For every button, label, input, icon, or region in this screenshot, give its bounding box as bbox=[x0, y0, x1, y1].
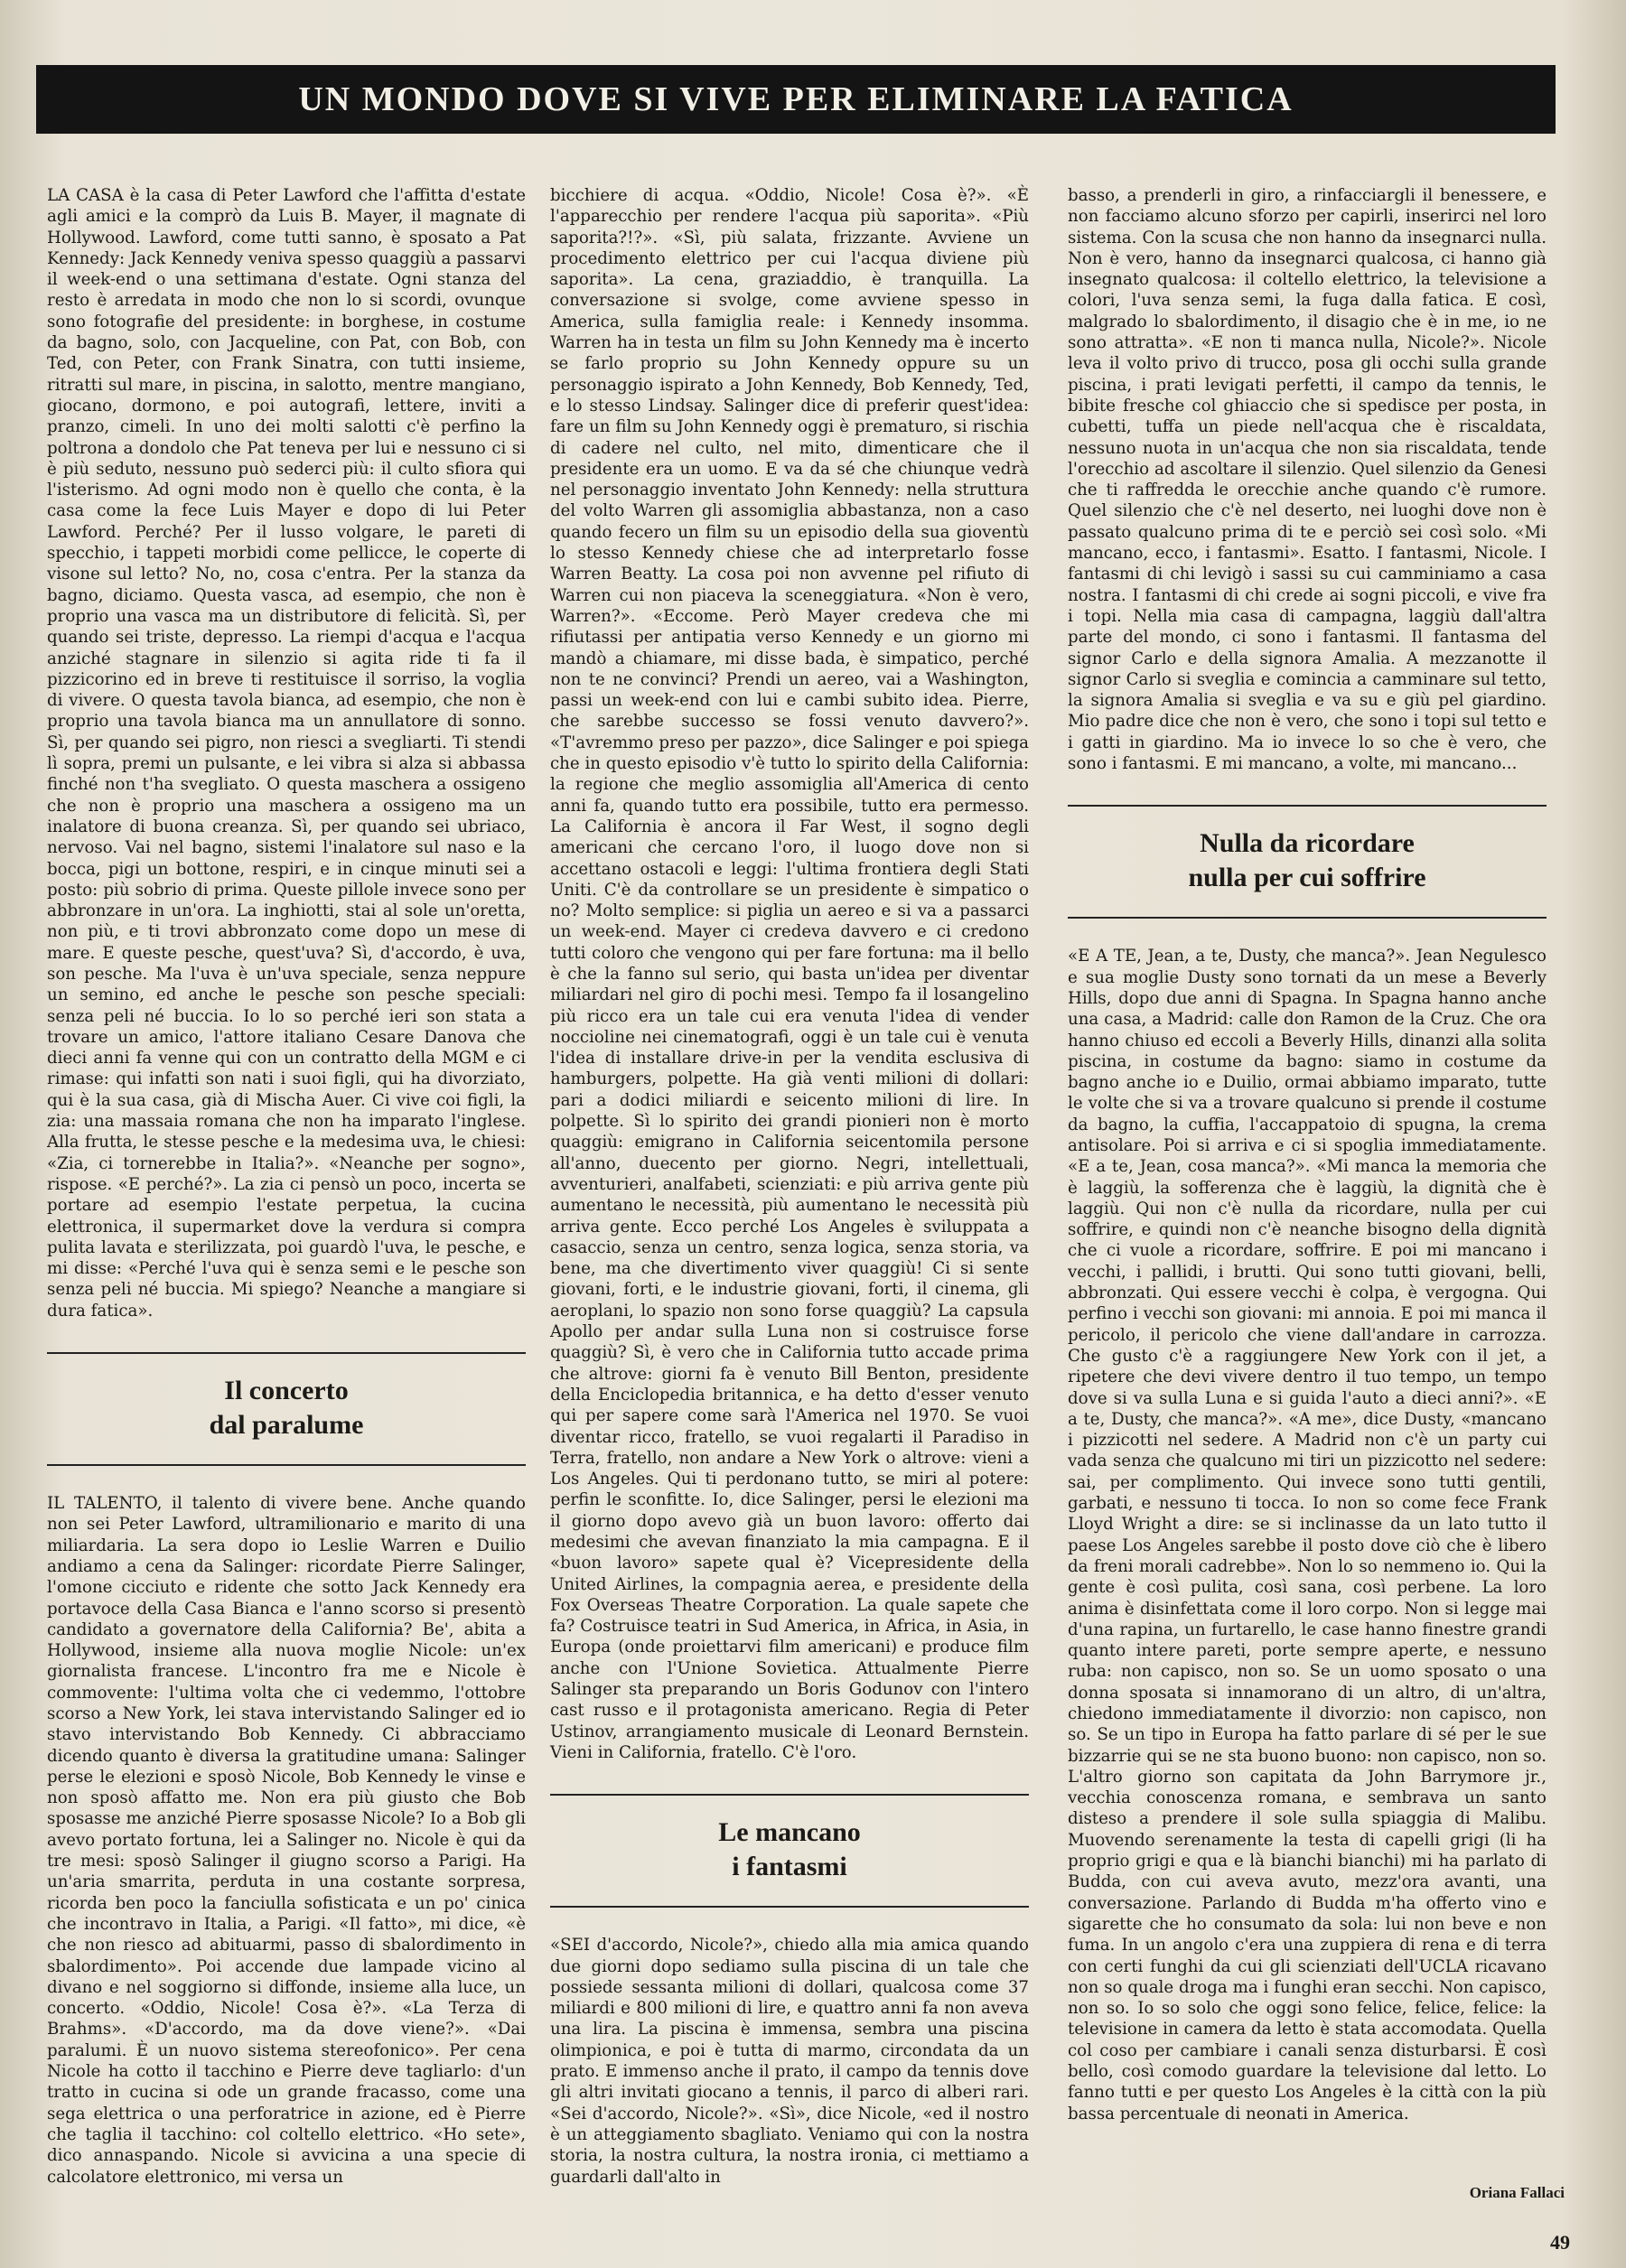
subheading-line: Il concerto bbox=[224, 1376, 349, 1406]
paragraph: «E A TE, Jean, a te, Dusty, che manca?». Jean Negulesco e sua moglie Dusty sono tornati da un mese a Beverly Hills, dopo due anni di Spagna. In Spagna hanno anche una casa, a Madrid: calle don Ramon de la Cruz. Che ora hanno chiuso ed eccoli a Beverly Hills, dinanzi alla solita piscina, in costume da bagno: siamo in costume da bagno anche io e Duilio, ormai abbiamo imparato, tutte le volte che si va a trovare qualcuno si prende il costume da bagno, la cuffia, l'accappatoio di spugna, la crema antisolare. Poi si arriva e ci si spoglia immediatamente. «E a te, Jean, cosa manca?». «Mi manca la memoria che è laggiù, la sofferenza che è laggiù, la dignità che è laggiù. Qui non c'è nulla da ricordare, nulla per cui soffrire, e quindi non c'è neanche bisogno della dignità che ci vuole a ricordare, soffrire. E poi mi mancano i vecchi, i pallidi, i brutti. Qui sono tutti giovani, belli, abbronzati. Qui essere vecchi è colpa, è vergogna. Qui perfino i vecchi son giovani: mi annoia. E poi mi manca il pericolo, il pericolo che viene dall'andare in carrozza. Che gusto c'è a raggiungere New York con il jet, a ripetere che devi vivere dentro il tuo tempo, un tempo dove si va sulla Luna e si guida l'auto a dieci anni?». «E a te, Dusty, che manca?». «A me», dice Dusty, «mancano i pizzicotti nel sedere. A Madrid non c'è un party cui vada senza che qualcuno mi tiri un pizzicotto nel sedere: sai, per complimento. Qui invece sono tutti gentili, garbati, e nessuno ti tocca. Io non so come fece Frank Lloyd Wright a dire: se si inclinasse da un lato tutto il paese Los Angeles sarebbe il posto dove ciò che è libero da freni morali cadrebbe». Non lo so nemmeno io. Qui la gente è così pulita, così sana, così perbene. La loro anima è disinfettata come il loro corpo. Non si legge mai d'una rapina, un furtarello, le case hanno finestre grandi quanto intere pareti, porte sempre aperte, e nessuno ruba: non capisco, non so. Se un uomo sposato o una donna sposata si innamorano di un altro, di un'altra, chiedono immediatamente il divorzio: non capisco, non so. Se un tipo in Europa ha fatto parlare di sé per le sue bizzarrie qui se ne sta buono buono: non capisco, non so. L'altro giorno son capitata da John Barrymore jr., vecchia conoscenza romana, e sembrava un santo disteso a prendere il sole sulla spiaggia di Malibu. Muovendo serenamente la testa di capelli grigi (li ha proprio grigi e qua e là bianchi bianchi) mi ha parlato di Budda, con cui aveva avuto, mezz'ora avanti, una conversazione. Parlando di Budda m'ha offerto vino e sigarette che ho consumato da sola: lui non beve e non fuma. In un angolo c'era una zuppiera di rena e di terra con certi funghi da cui gli scienziati dell'UCLA ricavano non so quale droga ma i funghi eran secchi. Non capisco, non so. Io so solo che oggi sono felice, felice, felice: la televisione in camera da letto è stata accomodata. Quella col coso per cambiare i canali senza disturbarsi. È così bello, così comodo guardare la televisione dal letto. Lo fanno tutti e per questo Los Angeles è la città con la più bassa percentuale di neonati in America. bbox=[1068, 947, 1547, 2123]
paragraph: IL TALENTO, il talento di vivere bene. Anche quando non sei Peter Lawford, ultramilionario e marito di una miliardaria. La sera dopo io Leslie Warren e Duilio andiamo a cena da Salinger: ricordate Pierre Salinger, l'omone cicciuto e ridente che sotto Jack Kennedy era portavoce della Casa Bianca e l'anno scorso si presentò candidato a governatore della California? Be', abita a Hollywood, insieme alla nuova moglie Nicole: un'ex giornalista francese. L'incontro fra me e Nicole è commovente: l'ultima volta che ci vedemmo, l'ottobre scorso a New York, lei stava intervistando Salinger ed io stavo intervistando Bob Kennedy. Ci abbracciamo dicendo quanto è diversa la gratitudine umana: Salinger perse le elezioni e sposò Nicole, Bob Kennedy le vinse e non sposò affatto me. Non era più giusto che Bob sposasse me anziché Pierre sposasse Nicole? Io a Bob gli avevo portato fortuna, lei a Salinger no. Nicole è qui da tre mesi: sposò Salinger il giugno scorso a Parigi. Ha un'aria smarrita, perduta in una costante sorpresa, ricorda ben poco la fanciulla sofisticata e un po' cinica che incontravo in Italia, a Parigi. «Il fatto», mi dice, «è che non riesco ad abituarmi, passo di sbalordimento in sbalordimento». Poi accende due lampade vicino al divano e nel soggiorno si diffonde, insieme alla luce, un concerto. «Oddio, Nicole! Cosa è?». «La Terza di Brahms». «D'accordo, ma da dove viene?». «Dai paralumi. È un nuovo sistema stereofonico». Per cena Nicole ha cotto il tacchino e Pierre deve tagliarlo: d'un tratto in cucina si ode un grande fracasso, come una sega elettrica o una perforatrice in azione, ed è Pierre che taglia il tacchino: col coltello elettrico. «Ho sete», dico annaspando. Nicole si avvicina a una specie di calcolatore elettronico, mi versa un bbox=[47, 1494, 526, 2187]
subheading-line: nulla per cui soffrire bbox=[1188, 863, 1426, 893]
article-column-2 bbox=[550, 185, 1029, 2188]
subheading-line: i fantasmi bbox=[732, 1852, 847, 1882]
headline-title: UN MONDO DOVE SI VIVE PER ELIMINARE LA FATICA bbox=[298, 80, 1294, 118]
article-column-3 bbox=[1068, 185, 1547, 2124]
article-column-1 bbox=[47, 185, 526, 2188]
paragraph: basso, a prenderli in giro, a rinfacciargli il benessere, e non facciamo alcuno sforzo per capirli, inserirci nel loro sistema. Con la scusa che non hanno da insegnarci nulla. Non è vero, hanno da insegnarci qualcosa, ci hanno già insegnato qualcosa: il coltello elettrico, la televisione a colori, l'uva senza semi, la fuga dalla fatica. E così, malgrado lo sbalordimento, il disagio che è in me, io ne sono attratta». «E non ti manca nulla, Nicole?». Nicole leva il volto privo di trucco, posa gli occhi sulla grande piscina, i prati levigati perfetti, il campo da tennis, le bibite fresche col ghiaccio che si spedisce per posta, in cubetti, tuffa un piede nell'acqua che è riscaldata, nessuno nuota in un'acqua che non sia riscaldata, tende l'orecchio ad ascoltare il silenzio. Quel silenzio da Genesi che ti raffredda le orecchie anche quando c'è rumore. Quel silenzio che c'è nel deserto, nei luoghi dove non è passato qualcuno prima di te e perciò sei così solo. «Mi mancano, ecco, i fantasmi». Esatto. I fantasmi, Nicole. I fantasmi di chi levigò i sassi su cui camminiamo a casa nostra. I fantasmi di chi crede ai sogni piccoli, e vive fra i topi. Nella mia casa di campagna, laggiù dall'altra parte del mondo, ci sono i fantasmi. Il fantasma del signor Carlo e della signora Amalia. A mezzanotte il signor Carlo si sveglia e comincia a camminare sul tetto, la signora Amalia si sveglia e va su e giù pel giardino. Mio padre dice che non è vero, che sono i topi sul tetto e i gatti in giardino. Ma io invece lo so che è vero, che sono i fantasmi. E mi mancano, a volte, mi mancano... bbox=[1068, 186, 1547, 774]
subheading-line: dal paralume bbox=[209, 1410, 364, 1441]
paragraph: «SEI d'accordo, Nicole?», chiedo alla mia amica quando due giorni dopo sediamo sulla piscina di un tale che possiede sessanta milioni di dollari, qualcosa come 37 miliardi e 800 milioni di lire, e quattro anni fa non aveva una lira. La piscina è immensa, sembra una piscina olimpionica, e poi è tutta di marmo, circondata da un prato. E immenso anche il prato, il campo da tennis dove gli altri invitati giocano a tennis, il parco di alberi rari. «Sei d'accordo, Nicole?». «Sì», dice Nicole, «ed il nostro è un atteggiamento sbagliato. Veniamo qui con la nostra storia, la nostra cultura, la nostra ironia, ci mettiamo a guardarli dall'alto in bbox=[550, 1936, 1029, 2187]
paragraph: LA CASA è la casa di Peter Lawford che l'affitta d'estate agli amici e la comprò da Luis B. Mayer, il magnate di Hollywood. Lawford, come tutti sanno, è sposato a Pat Kennedy: Jack Kennedy veniva spesso quaggiù a passarvi il week-end o una settimana d'estate. Ogni stanza del resto è arredata in modo che non lo si scordi, ovunque sono fotografie del presidente: in borghese, in costume da bagno, solo, con Jacqueline, con Pat, con Bob, con Ted, con Peter, con Frank Sinatra, con tutti insieme, ritratti sul mare, in piscina, in salotto, mentre mangiano, giocano, dormono, e poi autografi, lettere, inviti a pranzo, cimeli. In uno dei molti salotti c'è perfino la poltrona a dondolo che Pat teneva per lui e nessuno ci si è più seduto, nessuno può sederci più: il culto sfiora qui l'isterismo. Ad ogni modo non è quello che conta, è la casa come la fece Luis Mayer e dopo di lui Peter Lawford. Perché? Per il lusso volgare, le pareti di specchio, i tappeti morbidi come pellicce, le coperte di visone sul letto? No, no, cosa c'entra. Per la stanza da bagno, diciamo. Questa vasca, ad esempio, che non è proprio una vasca ma un distributore di felicità. Sì, per quando sei triste, depresso. La riempi d'acqua e l'acqua anziché stagnare in silenzio si agita ride ti fa il pizzicorino ed in breve ti restituisce il sorriso, la voglia di vivere. O questa tavola bianca, ad esempio, che non è proprio una tavola bianca ma un annullatore di sonno. Sì, per quando sei pigro, non riesci a svegliarti. Ti stendi lì sopra, premi un pulsante, e lei vibra si alza si abbassa finché non t'ha svegliato. O questa maschera a ossigeno che non è proprio una maschera a ossigeno ma un inalatore di buona creanza. Sì, per quando sei ubriaco, nervoso. Vai nel bagno, sistemi l'inalatore sul naso e la bocca, pigi un bottone, respiri, e in cinque minuti sei a posto: più sobrio di prima. Queste pillole invece sono per abbronzare in un'ora. La inghiotti, stai al sole un'oretta, non più, e ti trovi abbronzato come dopo un mese di mare. E queste pesche, quest'uva? Sì, d'accordo, è uva, son pesche. Ma l'uva è un'uva speciale, senza neppure un semino, ed anche le pesche son pesche speciali: senza peli né buccia. Io lo so perché ieri son stata a trovare un amico, l'attore italiano Cesare Danova che dieci anni fa venne qui con un contratto della MGM e ci rimase: qui infatti son nati i suoi figli, qui ha divorziato, qui è la sua casa, già di Mischa Auer. Ci vive coi figli, la zia: una massaia romana che non ha imparato l'inglese. Alla frutta, le stesse pesche e la medesima uva, le chiesi: «Zia, ci tornerebbe in Italia?». «Neanche per sogno», rispose. «E perché?». La zia ci pensò un poco, incerta se portare ad esempio l'estate perpetua, la cucina elettronica, il supermarket dove la verdura si compra pulita lavata e sterilizzata, poi guardò l'uva, le pesche, e mi disse: «Perché l'uva qui è senza semi e le pesche son senza peli né buccia. Mi spiego? Neanche a mangiare si dura fatica». bbox=[47, 186, 526, 1321]
page-number: 49 bbox=[1550, 2231, 1570, 2254]
subheading bbox=[47, 1352, 526, 1466]
paragraph: bicchiere di acqua. «Oddio, Nicole! Cosa è?». «È l'apparecchio per rendere l'acqua più saporita». «Più saporita?!?». «Sì, più salata, frizzante. Avviene un procedimento elettrico per cui l'acqua diviene più saporita». La cena, graziaddio, è tranquilla. La conversazione si svolge, come avviene spesso in America, sulla famiglia reale: i Kennedy insomma. Warren ha in testa un film su John Kennedy ma è incerto se farlo proprio su John Kennedy oppure su un personaggio ispirato a John Kennedy, Bob Kennedy, Ted, e lo stesso Lindsay. Salinger dice di preferir quest'idea: fare un film su John Kennedy oggi è prematuro, si rischia di cadere nel culto, nel mito, dimenticare che il presidente era un uomo. E va da sé che chiunque vedrà nel personaggio inventato John Kennedy: nella struttura del volto Warren gli assomiglia abbastanza, non a caso quando fecero un film su un episodio della sua gioventù lo stesso Kennedy chiese che ad interpretarlo fosse Warren Beatty. La cosa poi non avvenne pel rifiuto di Warren cui non piaceva la sceneggiatura. «Non è vero, Warren?». «Eccome. Però Mayer credeva che mi rifiutassi per antipatia verso Kennedy e un giorno mi mandò a chiamare, mi disse bada, è simpatico, perché non te ne convinci? Prendi un aereo, vai a Washington, passi un week-end con lui e cambi subito idea. Pierre, che sarebbe successo se fossi venuto davvero?». «T'avremmo preso per pazzo», dice Salinger e poi spiega che in questo episodio v'è tutto lo spirito della California: la regione che meglio assomiglia all'America di cento anni fa, quando tutto era possibile, tutto era permesso. La California è ancora il Far West, il sogno degli americani che cercano l'oro, il luogo dove non si accettano ostacoli e leggi: l'ultima frontiera degli Stati Uniti. C'è da controllare se un presidente è simpatico o no? Molto semplice: si piglia un aereo e si va a passarci un week-end. Mayer ci credeva davvero e ci credono tutti coloro che vengono qui per fare fortuna: ma il bello è che la fanno sul serio, qui basta un'idea per diventar miliardari nel giro di pochi mesi. Tempo fa il losangelino più ricco era un tale cui era venuta l'idea di vender noccioline nei cinematografi, oggi è un tale cui è venuta l'idea di installare drive-in per la vendita esclusiva di hamburgers, polpette. Ha già venti milioni di dollari: pari a dodici miliardi e seicento milioni di lire. In polpette. Sì lo spirito dei grandi pionieri non è morto quaggiù: emigrano in California seicentomila persone all'anno, duecento per giorno. Negri, intellettuali, avventurieri, analfabeti, scienziati: e più arriva gente più aumentano le necessità, più aumentano le necessità più arriva gente. Ecco perché Los Angeles è sviluppata a casaccio, senza un centro, senza logica, senza storia, va bene, ma che divertimento viver quaggiù! Ci si sente giovani, forti, e le industrie giovani, forti, il cinema, gli aeroplani, lo spazio non sono forse quaggiù? La capsula Apollo per andar sulla Luna non si costruisce forse quaggiù? Sì, è vero che in California tutto accade prima che altrove: giorni fa è venuto Bill Benton, presidente della Enciclopedia britannica, e ha detto d'esser venuto qui per sapere come sarà l'America nel 1970. Se vuoi diventar ricco, fratello, se vuoi regalarti il Paradiso in Terra, fratello, non andare a New York o altrove: vieni a Los Angeles. Qui ti perdonano tutto, se miri al potere: perfin le sconfitte. Io, dice Salinger, persi le elezioni ma il giorno dopo avevo già un buon lavoro: offerto dai medesimi che avevan finanziato la mia campagna. E il «buon lavoro» sapete qual è? Vicepresidente della United Airlines, la compagnia aerea, e presidente della Fox Overseas Theatre Corporation. La quale sapete che fa? Costruisce teatri in Sud America, in Africa, in Asia, in Europa (onde proiettarvi film americani) e produce film anche con l'Unione Sovietica. Attualmente Pierre Salinger sta preparando un Boris Godunov con l'intero cast russo e il protagonista americano. Regia di Peter Ustinov, arrangiamento musicale di Leonard Bernstein. Vieni in California, fratello. C'è l'oro. bbox=[550, 186, 1029, 1762]
subheading bbox=[1068, 805, 1547, 919]
subheading bbox=[550, 1794, 1029, 1908]
author-signature: Oriana Fallaci bbox=[1469, 2184, 1565, 2201]
subheading-line: Le mancano bbox=[718, 1817, 861, 1848]
subheading-line: Nulla da ricordare bbox=[1200, 828, 1415, 859]
headline-banner bbox=[36, 65, 1556, 134]
